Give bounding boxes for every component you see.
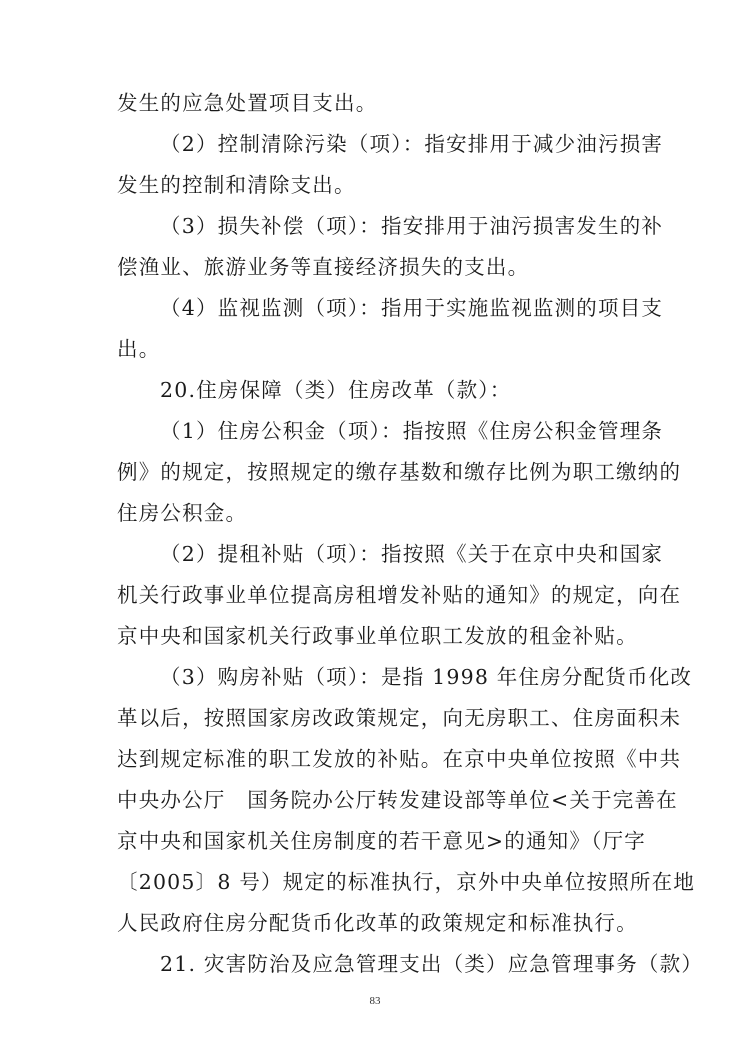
text-line: 〔2005〕8 号）规定的标准执行，京外中央单位按照所在地 <box>117 870 696 894</box>
text-line: 例》的规定，按照规定的缴存基数和缴存比例为职工缴纳的 <box>117 460 682 484</box>
section-heading: 20.住房保障（类）住房改革（款）： <box>160 378 512 402</box>
text-line: （3）购房补贴（项）：是指 1998 年住房分配货币化改 <box>160 665 693 689</box>
text-line: 京中央和国家机关住房制度的若干意见>的通知》（厅字 <box>117 829 646 853</box>
text-line: 偿渔业、旅游业务等直接经济损失的支出。 <box>117 255 530 279</box>
page-number: 83 <box>369 995 381 1007</box>
text-line: 革以后，按照国家房改政策规定，向无房职工、住房面积未 <box>117 706 682 730</box>
text-line: 机关行政事业单位提高房租增发补贴的通知》的规定，向在 <box>117 583 682 607</box>
text-line: 住房公积金。 <box>117 501 248 525</box>
text-line: 发生的应急处置项目支出。 <box>117 91 378 115</box>
text-line: （1）住房公积金（项）：指按照《住房公积金管理条 <box>160 419 664 443</box>
text-line: 中央办公厅 国务院办公厅转发建设部等单位<关于完善在 <box>117 788 678 812</box>
text-line: 人民政府住房分配货币化改革的政策规定和标准执行。 <box>117 911 638 935</box>
text-line: 出。 <box>117 337 161 361</box>
text-line: （4）监视监测（项）：指用于实施监视监测的项目支 <box>160 296 664 320</box>
text-line: 发生的控制和清除支出。 <box>117 173 356 197</box>
text-line: （2）提租补贴（项）：指按照《关于在京中央和国家 <box>160 542 664 566</box>
section-heading: 21. 灾害防治及应急管理支出（类）应急管理事务（款） <box>160 952 704 976</box>
text-line: 京中央和国家机关行政事业单位职工发放的租金补贴。 <box>117 624 638 648</box>
text-line: （3）损失补偿（项）：指安排用于油污损害发生的补 <box>160 214 664 238</box>
text-line: （2）控制清除污染（项）：指安排用于减少油污损害 <box>160 132 664 156</box>
text-line: 达到规定标准的职工发放的补贴。在京中央单位按照《中共 <box>117 747 682 771</box>
